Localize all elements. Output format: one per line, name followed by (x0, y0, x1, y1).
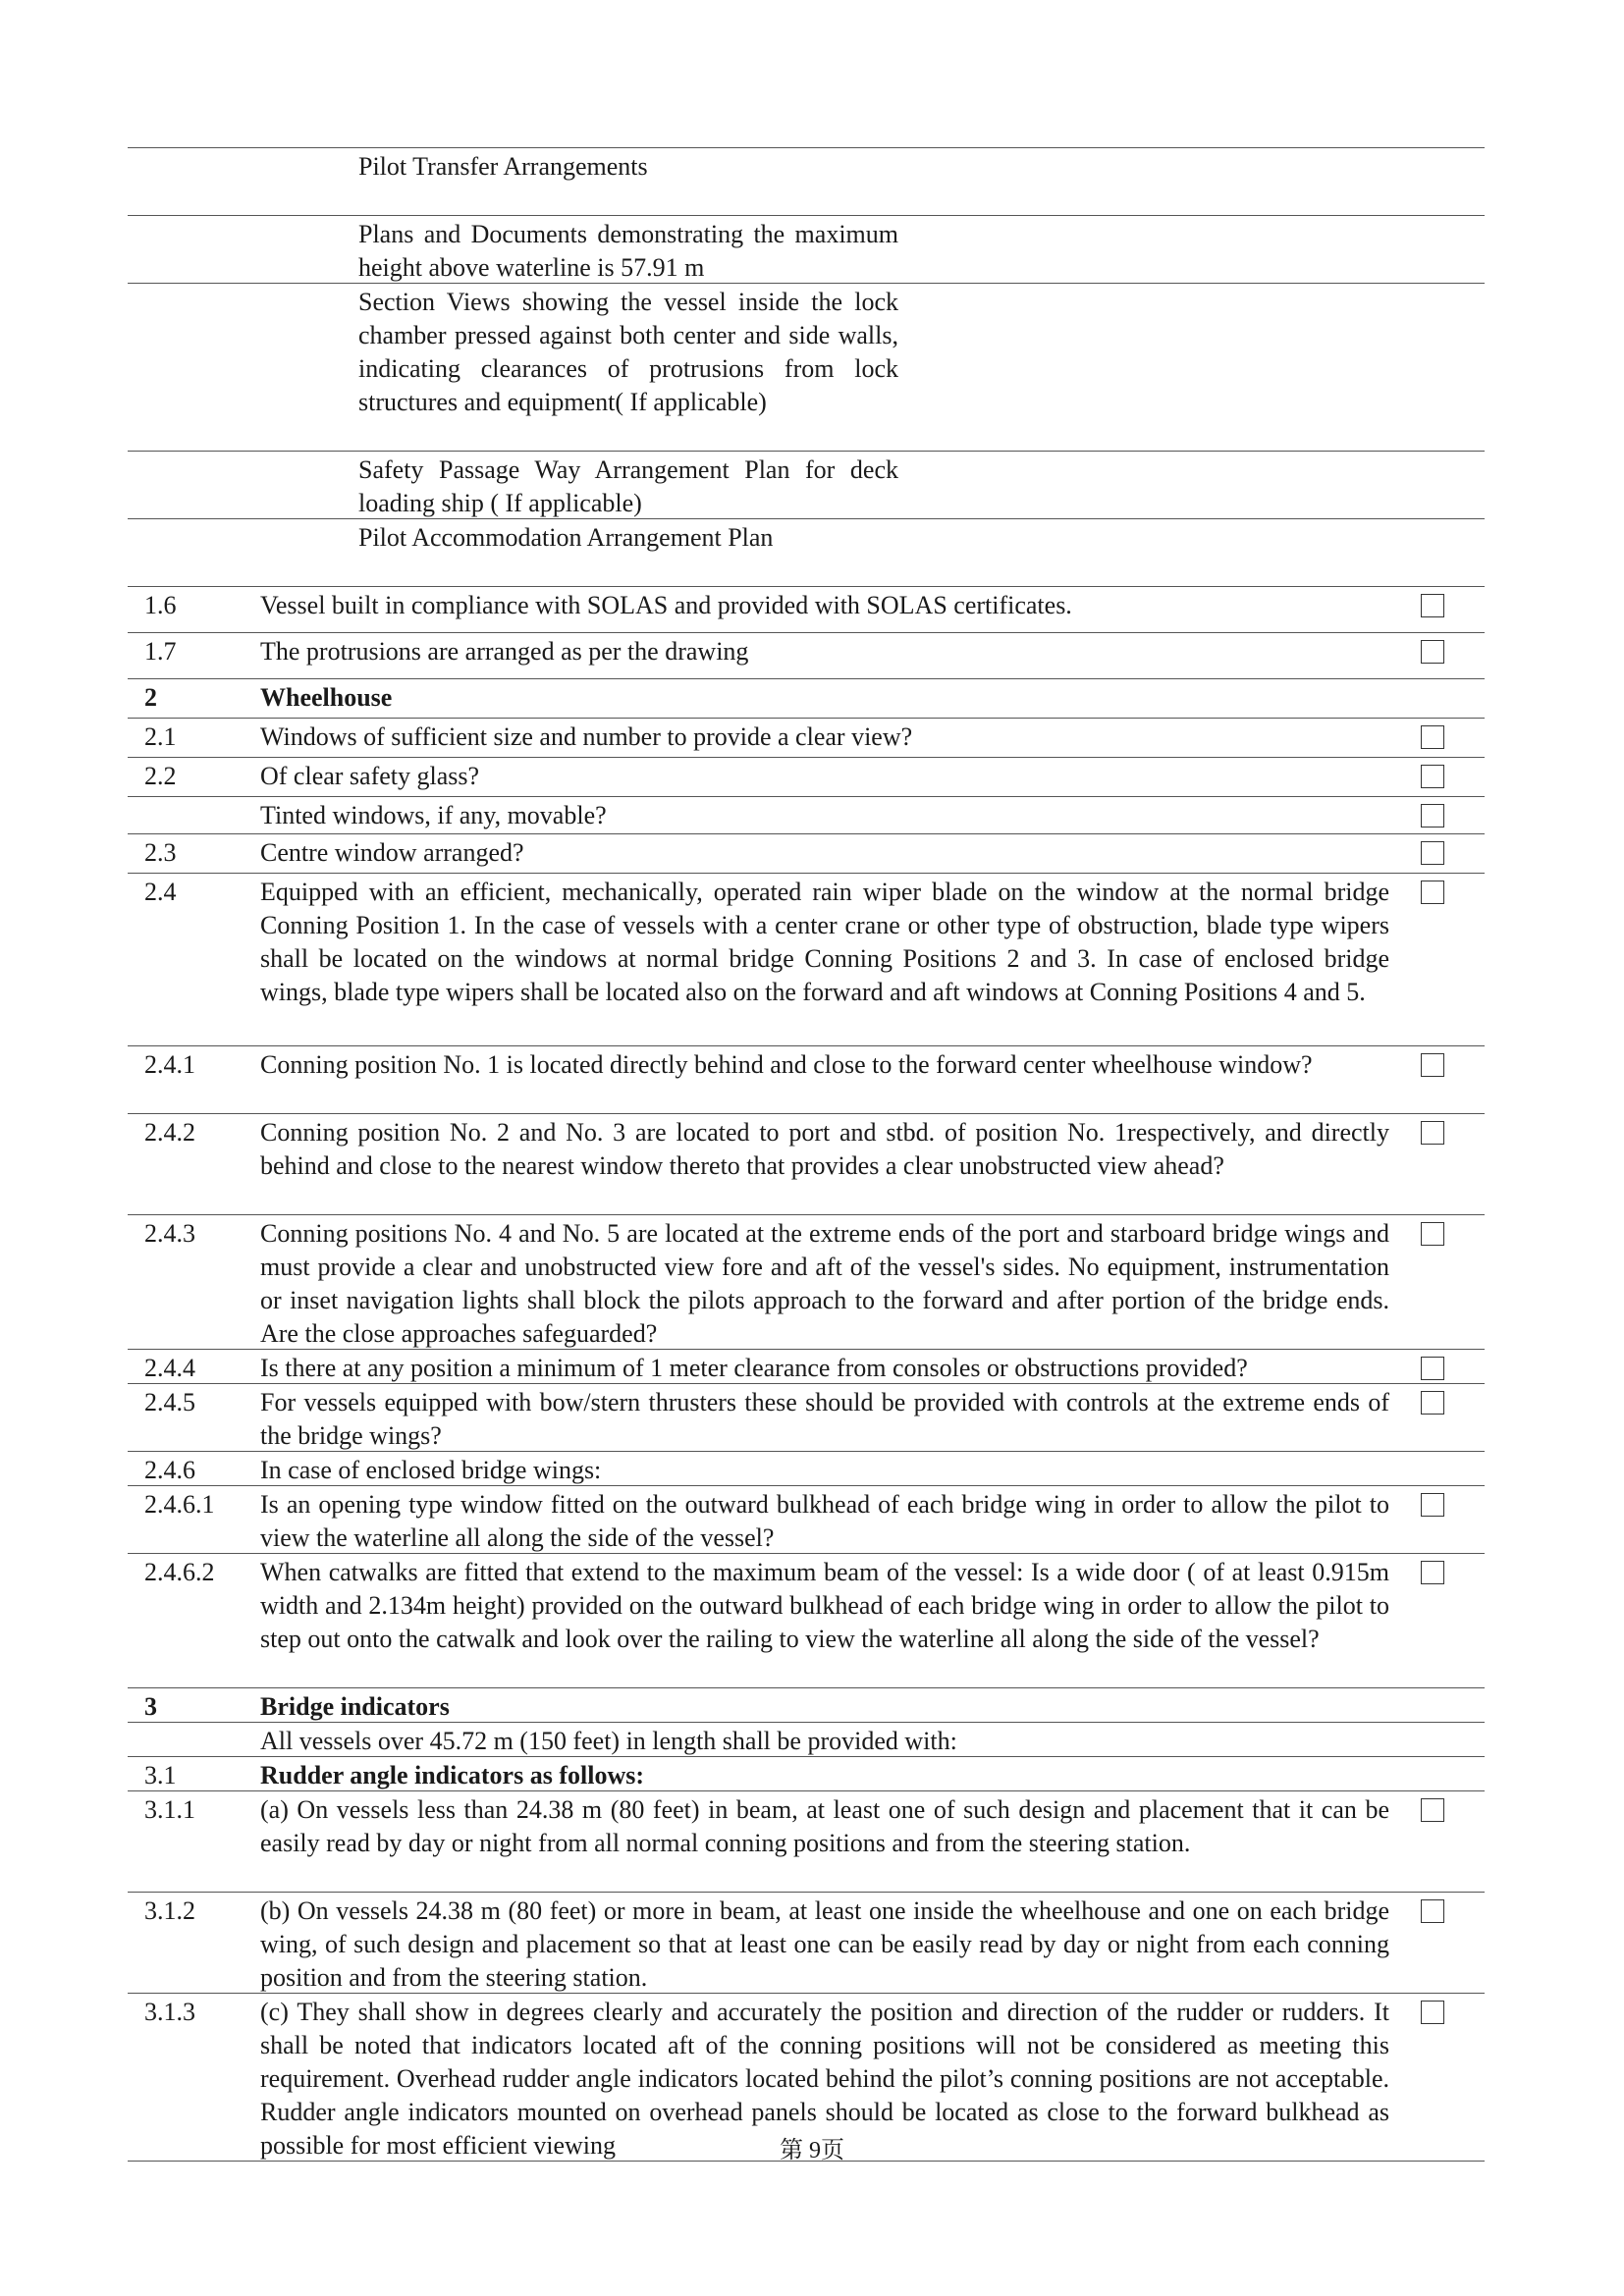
item-text: Centre window arranged? (260, 838, 524, 867)
subsection-heading-row (128, 1756, 1485, 1790)
document-name: Section Views showing the vessel inside the lock chamber pressed against both center and side walls, indicating clearances of protrusions from lock structures and equipment( If applicable) (358, 288, 898, 416)
checkbox[interactable] (1421, 841, 1444, 865)
checkbox[interactable] (1421, 725, 1444, 749)
checkbox[interactable] (1421, 594, 1444, 617)
checklist-row (128, 718, 1485, 757)
checklist-row (128, 873, 1485, 1045)
checklist-row (128, 757, 1485, 796)
item-text: Is an opening type window fitted on the outward bulkhead of each bridge wing in order to allow the pilot to view the waterline all along the side of the vessel? (260, 1490, 1389, 1552)
item-number: 3.1.3 (144, 1998, 195, 2026)
checklist-row (128, 1790, 1485, 1892)
item-text: (b) On vessels 24.38 m (80 feet) or more in beam, at least one inside the wheelhouse and one on each bridge wing, of such design and placement so that at least one can be easily read by day or night from each conning position and from the steering station. (260, 1896, 1389, 1992)
section-heading-row (128, 678, 1485, 718)
item-text: Is there at any position a minimum of 1 meter clearance from consoles or obstructions provided? (260, 1354, 1248, 1382)
item-number: 2.2 (144, 762, 177, 790)
item-number: 2.4.3 (144, 1219, 195, 1248)
checklist-row (128, 1045, 1485, 1113)
item-number: 2.4.5 (144, 1388, 195, 1416)
item-text: Windows of sufficient size and number to provide a clear view? (260, 722, 913, 751)
checkbox[interactable] (1421, 1493, 1444, 1517)
item-text: Tinted windows, if any, movable? (260, 801, 607, 829)
section-heading-row (128, 1687, 1485, 1722)
checklist-row (128, 1485, 1485, 1553)
item-number: 2.4.6 (144, 1456, 195, 1484)
item-number (128, 797, 260, 833)
item-text: Conning position No. 2 and No. 3 are located to port and stbd. of position No. 1respectively, and directly behind and close to the nearest window thereto that provides a clear unobstructed view ahead? (260, 1118, 1389, 1180)
item-text: Conning positions No. 4 and No. 5 are located at the extreme ends of the port and starboard bridge wings and must provide a clear and unobstructed view fore and aft of the vessel's sides. No equipment, instrumentation or inset navigation lights shall block the pilots approach to the forward and after portion of the bridge ends. Are the close approaches safeguarded? (260, 1219, 1389, 1348)
document-name: Safety Passage Way Arrangement Plan for deck loading ship ( If applicable) (358, 455, 898, 517)
checklist-row (128, 1113, 1485, 1214)
item-number: 3.1.1 (144, 1795, 195, 1824)
item-text: (a) On vessels less than 24.38 m (80 feet) in beam, at least one of such design and placement that it can be easily read by day or night from all normal conning positions and from the steering station. (260, 1795, 1389, 1857)
item-number: 2.4.1 (144, 1050, 195, 1079)
section-number: 2 (144, 683, 157, 712)
document-name: Pilot Accommodation Arrangement Plan (358, 523, 774, 552)
item-text: In case of enclosed bridge wings: (260, 1456, 602, 1484)
checkbox[interactable] (1421, 1391, 1444, 1415)
checkbox[interactable] (1421, 881, 1444, 904)
required-documents-list (128, 147, 1485, 586)
checklist-row (128, 1214, 1485, 1349)
item-text: The protrusions are arranged as per the drawing (260, 637, 749, 666)
page-number: 第 9页 (780, 2138, 844, 2163)
item-text: Vessel built in compliance with SOLAS and provided with SOLAS certificates. (260, 591, 1072, 619)
item-text: Conning position No. 1 is located directly behind and close to the forward center wheelhouse window? (260, 1050, 1313, 1079)
checkbox[interactable] (1421, 1357, 1444, 1380)
checklist-row (128, 796, 1485, 833)
checkbox[interactable] (1421, 2001, 1444, 2024)
item-number: 1.7 (144, 637, 177, 666)
item-text: Of clear safety glass? (260, 762, 480, 790)
item-text: Equipped with an efficient, mechanically, operated rain wiper blade on the window at the normal bridge Conning Position 1. In the case of vessels with a center crane or other type of obstruction, blade type wipers shall be located on the windows at normal bridge Conning Positions 2 and 3. In case of enclosed bridge wings, blade type wipers shall be located also on the forward and aft windows at Conning Positions 4 and 5. (260, 878, 1389, 1006)
item-number: 2.4.6.1 (144, 1490, 215, 1519)
checklist-row (128, 586, 1485, 632)
checklist-row (128, 1383, 1485, 1451)
item-text: (c) They shall show in degrees clearly and accurately the position and direction of the rudder or rudders. It shall be noted that indicators located aft of the conning positions will not be considered as meeting this requirement. Overhead rudder angle indicators located behind the pilot’s conning positions are not acceptable. Rudder angle indicators mounted on overhead panels should be located as close to the forward bulkhead as possible for most efficient viewing (260, 1998, 1389, 2160)
checklist-row (128, 632, 1485, 678)
checkbox[interactable] (1421, 1121, 1444, 1145)
checklist-row (128, 1349, 1485, 1383)
checkbox[interactable] (1421, 1053, 1444, 1077)
item-number (128, 1723, 260, 1756)
checklist-row (128, 833, 1485, 873)
item-text: When catwalks are fitted that extend to the maximum beam of the vessel: Is a wide door ( of at least 0.915m width and 2.134m height) provided on the outward bulkhead of each bridge wing in order to allow the pilot to step out onto the catwalk and look over the railing to view the waterline all along the side of the vessel? (260, 1558, 1389, 1653)
checkbox[interactable] (1421, 640, 1444, 664)
item-text: All vessels over 45.72 m (150 feet) in length shall be provided with: (260, 1727, 957, 1755)
item-text: For vessels equipped with bow/stern thrusters these should be provided with controls at the extreme ends of the bridge wings? (260, 1388, 1389, 1450)
document-row (128, 283, 1485, 451)
item-number: 3.1 (144, 1761, 177, 1789)
checkbox[interactable] (1421, 804, 1444, 828)
section-title: Bridge indicators (260, 1692, 450, 1721)
checklist-row (128, 1553, 1485, 1687)
subsection-title: Rudder angle indicators as follows: (260, 1761, 644, 1789)
section-title: Wheelhouse (260, 683, 393, 712)
checkbox[interactable] (1421, 1222, 1444, 1246)
checklist-row (128, 1451, 1485, 1485)
checklist-row (128, 1892, 1485, 1993)
checklist-document (128, 147, 1485, 2162)
item-number: 2.1 (144, 722, 177, 751)
checkbox[interactable] (1421, 765, 1444, 788)
item-number: 2.4.6.2 (144, 1558, 215, 1586)
item-number: 2.4 (144, 878, 177, 906)
item-number: 3.1.2 (144, 1896, 195, 1925)
item-number: 1.6 (144, 591, 177, 619)
checkbox[interactable] (1421, 1899, 1444, 1923)
document-row (128, 215, 1485, 283)
document-row (128, 147, 1485, 215)
document-name: Plans and Documents demonstrating the maximum height above waterline is 57.91 m (358, 220, 898, 282)
document-row (128, 451, 1485, 518)
checklist-row (128, 1722, 1485, 1756)
document-name: Pilot Transfer Arrangements (358, 152, 648, 181)
item-number: 2.4.4 (144, 1354, 195, 1382)
document-row (128, 518, 1485, 586)
checkbox[interactable] (1421, 1798, 1444, 1822)
checkbox[interactable] (1421, 1561, 1444, 1584)
item-number: 2.3 (144, 838, 177, 867)
item-number: 2.4.2 (144, 1118, 195, 1147)
section-number: 3 (144, 1692, 157, 1721)
